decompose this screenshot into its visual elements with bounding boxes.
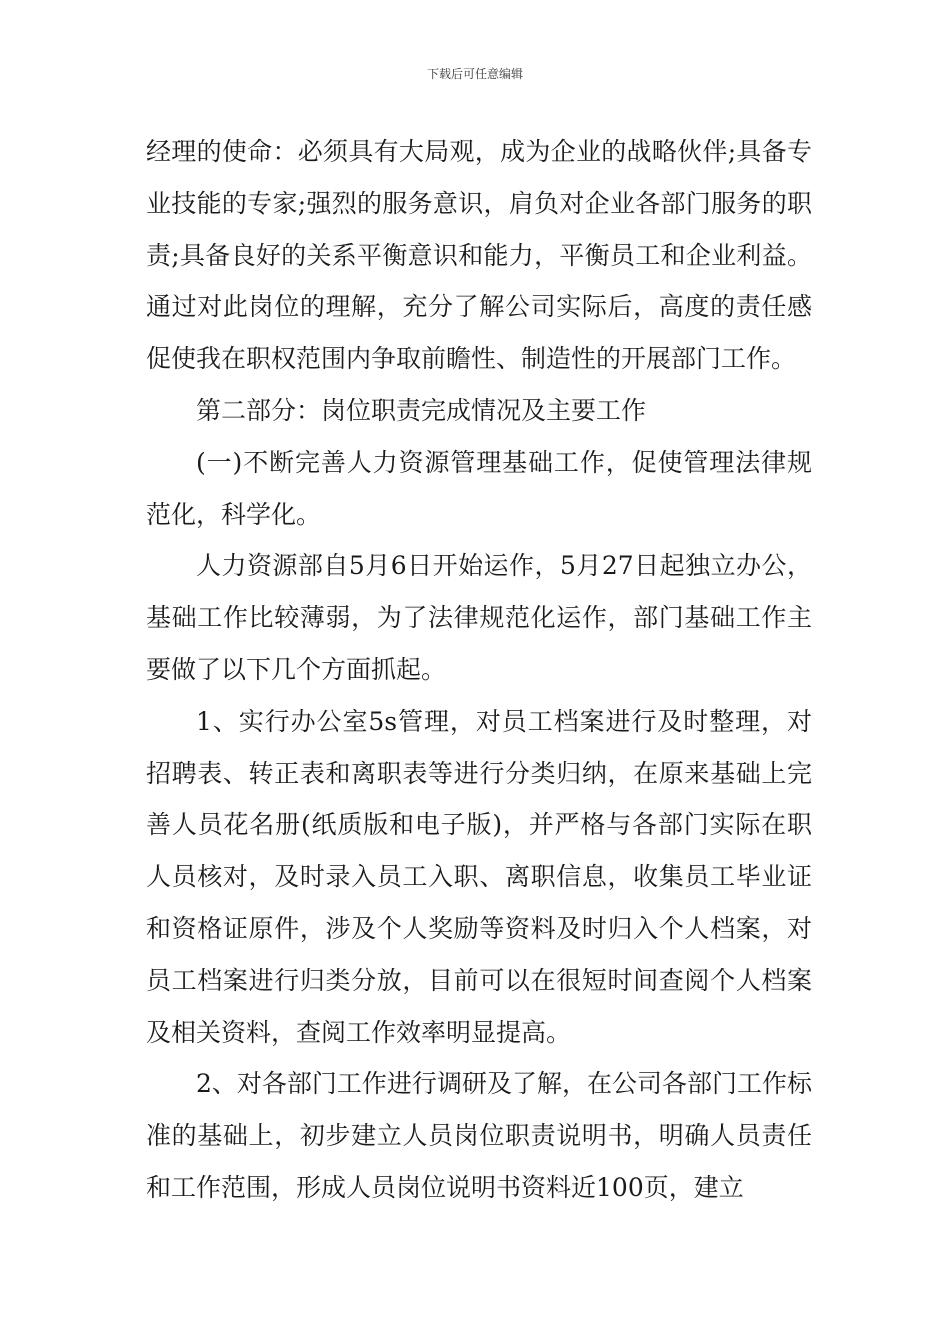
document-body [146,126,812,1214]
list-item-2: 2、对各部门工作进行调研及了解，在公司各部门工作标准的基础上，初步建立人员岗位职责说明书，明确人员责任和工作范围，形成人员岗位说明书资料近100页，建立 [146,1069,812,1202]
page-header-note: 下载后可任意编辑 [426,67,523,81]
subsection-heading-one: (一)不断完善人力资源管理基础工作，促使管理法律规范化，科学化。 [146,447,812,529]
list-item-1: 1、实行办公室5s管理，对员工档案进行及时整理，对招聘表、转正表和离职表等进行分类归纳，在原来基础上完善人员花名册(纸质版和电子版)，并严格与各部门实际在职人员核对，及时录入员工入职、离职信息，收集员工毕业证和资格证原件，涉及个人奖励等资料及时归入个人档案，对员工档案进行归类分放，目前可以在很短时间查阅个人档案及相关资料，查阅工作效率明显提高。 [146,706,812,1047]
paragraph-hr-start: 人力资源部自5月6日开始运作，5月27日起独立办公，基础工作比较薄弱，为了法律规范化运作，部门基础工作主要做了以下几个方面抓起。 [146,551,812,684]
section-heading-part-two: 第二部分：岗位职责完成情况及主要工作 [196,395,647,425]
paragraph-mission: 经理的使命：必须具有大局观，成为企业的战略伙伴;具备专业技能的专家;强烈的服务意识，肩负对企业各部门服务的职责;具备良好的关系平衡意识和能力，平衡员工和企业利益。通过对此岗位的理解，充分了解公司实际后，高度的责任感促使我在职权范围内争取前瞻性、制造性的开展部门工作。 [146,137,812,374]
